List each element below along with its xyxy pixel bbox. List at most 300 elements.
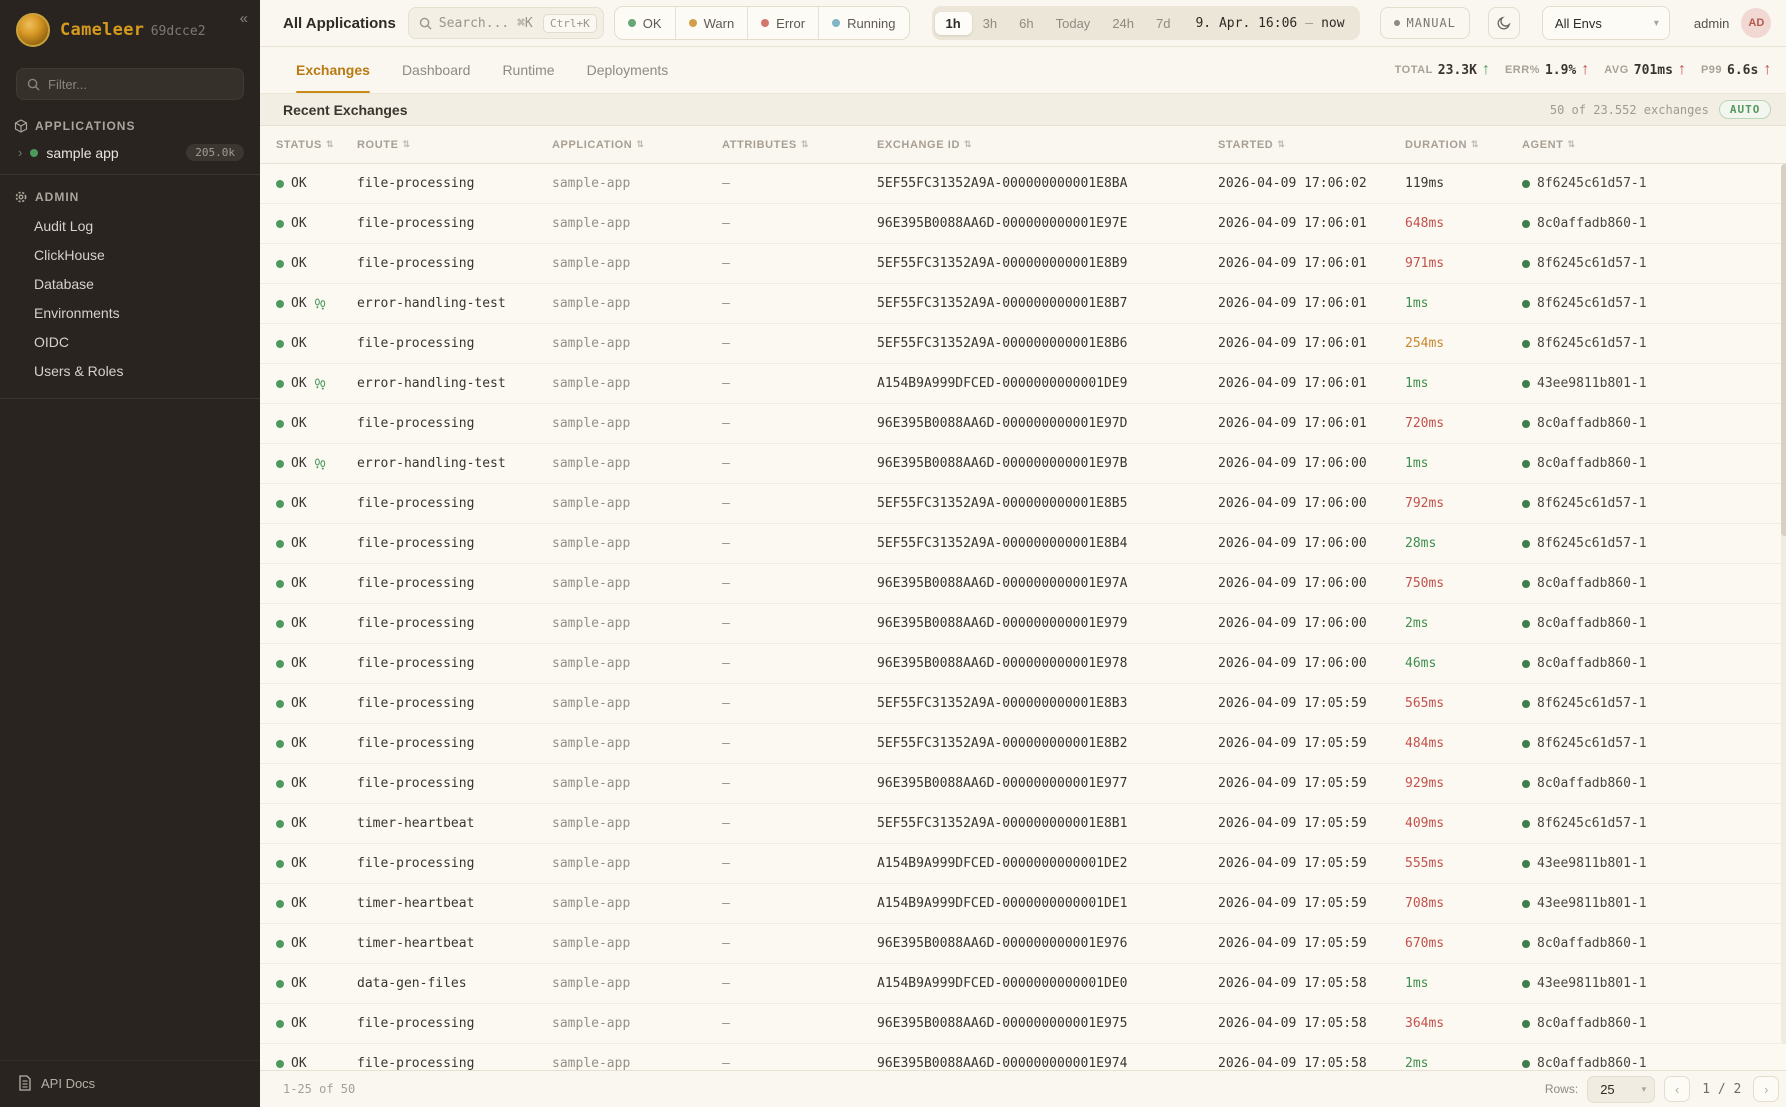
sidebar-filter-input[interactable] bbox=[16, 68, 244, 100]
status-label: OK bbox=[291, 816, 307, 831]
duration-cell: 720ms bbox=[1405, 416, 1445, 431]
duration-cell: 648ms bbox=[1405, 216, 1445, 231]
manual-dot bbox=[1394, 20, 1400, 26]
table-row[interactable] bbox=[260, 804, 1786, 844]
footprints-icon bbox=[314, 458, 326, 470]
agent-cell: 8c0affadb860-1 bbox=[1537, 1056, 1647, 1070]
table-row[interactable] bbox=[260, 764, 1786, 804]
table-row[interactable] bbox=[260, 724, 1786, 764]
duration-cell: 46ms bbox=[1405, 656, 1437, 671]
table-row[interactable] bbox=[260, 604, 1786, 644]
status-label: OK bbox=[291, 776, 307, 791]
agent-status-dot bbox=[1522, 340, 1530, 348]
started-cell: 2026-04-09 17:06:01 bbox=[1218, 256, 1367, 271]
started-cell: 2026-04-09 17:06:00 bbox=[1218, 576, 1367, 591]
sidebar-item-clickhouse[interactable]: ClickHouse bbox=[34, 247, 105, 263]
pagination-range: 1-25 of 50 bbox=[283, 1082, 356, 1096]
attributes-cell: — bbox=[722, 776, 730, 791]
started-cell: 2026-04-09 17:05:59 bbox=[1218, 896, 1367, 911]
application-cell: sample-app bbox=[552, 976, 631, 991]
application-cell: sample-app bbox=[552, 896, 631, 911]
application-cell: sample-app bbox=[552, 336, 631, 351]
agent-cell: 8c0affadb860-1 bbox=[1537, 576, 1647, 591]
sidebar-item-users-roles[interactable]: Users & Roles bbox=[34, 363, 124, 379]
started-cell: 2026-04-09 17:06:01 bbox=[1218, 296, 1367, 311]
application-cell: sample-app bbox=[552, 736, 631, 751]
agent-status-dot bbox=[1522, 780, 1530, 788]
stat-err bbox=[1505, 61, 1589, 79]
application-cell: sample-app bbox=[552, 216, 631, 231]
status-ok-dot bbox=[276, 460, 284, 468]
user-name: admin bbox=[1693, 15, 1730, 31]
route-cell: timer-heartbeat bbox=[357, 936, 475, 951]
route-cell: timer-heartbeat bbox=[357, 816, 475, 831]
agent-cell: 43ee9811b801-1 bbox=[1537, 856, 1647, 871]
status-ok-dot bbox=[276, 620, 284, 628]
app-logo[interactable] bbox=[0, 0, 260, 57]
agent-cell: 43ee9811b801-1 bbox=[1537, 976, 1647, 991]
chevron-down-icon: ▾ bbox=[1641, 1083, 1647, 1094]
status-ok-dot bbox=[276, 220, 284, 228]
table-row[interactable] bbox=[260, 964, 1786, 1004]
page-indicator: 1 / 2 bbox=[1702, 1081, 1742, 1097]
search-icon bbox=[419, 17, 432, 30]
attributes-cell: — bbox=[722, 416, 730, 431]
column-label: AGENT bbox=[1522, 138, 1564, 151]
duration-cell: 670ms bbox=[1405, 936, 1445, 951]
exchange-id-cell: 5EF55FC31352A9A-000000000001E8B5 bbox=[877, 496, 1128, 511]
agent-status-dot bbox=[1522, 180, 1530, 188]
exchange-id-cell: 96E395B0088AA6D-000000000001E979 bbox=[877, 616, 1128, 631]
status-label: OK bbox=[291, 336, 307, 351]
duration-cell: 28ms bbox=[1405, 536, 1437, 551]
started-cell: 2026-04-09 17:05:59 bbox=[1218, 696, 1367, 711]
column-header-attributes[interactable] bbox=[722, 139, 877, 151]
started-cell: 2026-04-09 17:06:00 bbox=[1218, 616, 1367, 631]
rows-per-page-value: 25 bbox=[1600, 1081, 1615, 1097]
status-filter-ok[interactable] bbox=[615, 7, 675, 39]
time-separator: — bbox=[1305, 15, 1314, 31]
status-label: OK bbox=[291, 536, 307, 551]
application-cell: sample-app bbox=[552, 936, 631, 951]
column-label: ROUTE bbox=[357, 138, 399, 151]
table-row[interactable] bbox=[260, 844, 1786, 884]
sidebar-item-sample-app[interactable] bbox=[0, 137, 260, 170]
cube-icon bbox=[14, 119, 28, 133]
admin-label: ADMIN bbox=[35, 190, 80, 204]
agent-status-dot bbox=[1522, 980, 1530, 988]
status-ok-dot bbox=[276, 780, 284, 788]
sort-icon: ⇅ bbox=[1567, 139, 1576, 149]
time-to: now bbox=[1321, 15, 1345, 31]
column-header-duration[interactable] bbox=[1405, 139, 1522, 151]
status-filter-label: Running bbox=[847, 15, 896, 31]
attributes-cell: — bbox=[722, 216, 730, 231]
route-cell: file-processing bbox=[357, 856, 475, 871]
route-cell: file-processing bbox=[357, 536, 475, 551]
exchange-id-cell: A154B9A999DFCED-0000000000001DE0 bbox=[877, 976, 1128, 991]
exchange-id-cell: 96E395B0088AA6D-000000000001E974 bbox=[877, 1056, 1128, 1070]
duration-cell: 484ms bbox=[1405, 736, 1445, 751]
table-row[interactable] bbox=[260, 1044, 1786, 1070]
route-cell: error-handling-test bbox=[357, 296, 506, 311]
status-label: OK bbox=[291, 1016, 307, 1031]
status-ok-dot bbox=[276, 660, 284, 668]
started-cell: 2026-04-09 17:05:59 bbox=[1218, 736, 1367, 751]
table-row[interactable] bbox=[260, 1004, 1786, 1044]
chevron-down-icon: ▾ bbox=[1653, 17, 1659, 29]
table-row[interactable] bbox=[260, 324, 1786, 364]
route-cell: file-processing bbox=[357, 336, 475, 351]
attributes-cell: — bbox=[722, 1016, 730, 1031]
route-cell: data-gen-files bbox=[357, 976, 467, 991]
trend-arrow-icon: ↑ bbox=[1481, 61, 1490, 78]
application-cell: sample-app bbox=[552, 816, 631, 831]
duration-cell: 708ms bbox=[1405, 896, 1445, 911]
table-row[interactable] bbox=[260, 284, 1786, 324]
dark-mode-toggle[interactable] bbox=[1488, 7, 1520, 39]
agent-status-dot bbox=[1522, 740, 1530, 748]
sidebar-item-api-docs[interactable] bbox=[0, 1060, 260, 1107]
column-label: APPLICATION bbox=[552, 138, 633, 151]
application-cell: sample-app bbox=[552, 296, 631, 311]
agent-cell: 8f6245c61d57-1 bbox=[1537, 296, 1647, 311]
stat-label: ERR% bbox=[1504, 64, 1540, 76]
status-label: OK bbox=[291, 736, 307, 751]
agent-status-dot bbox=[1522, 1060, 1530, 1068]
status-ok-dot bbox=[276, 700, 284, 708]
table-row[interactable] bbox=[260, 444, 1786, 484]
tabs-row bbox=[260, 47, 1786, 93]
status-label: OK bbox=[291, 856, 307, 871]
agent-cell: 8f6245c61d57-1 bbox=[1537, 496, 1647, 511]
exchange-id-cell: 96E395B0088AA6D-000000000001E97B bbox=[877, 456, 1128, 471]
route-cell: file-processing bbox=[357, 496, 475, 511]
started-cell: 2026-04-09 17:06:00 bbox=[1218, 536, 1367, 551]
scope-title: All Applications bbox=[283, 14, 396, 32]
status-dot bbox=[761, 19, 769, 27]
attributes-cell: — bbox=[722, 696, 730, 711]
exchange-id-cell: 96E395B0088AA6D-000000000001E976 bbox=[877, 936, 1128, 951]
started-cell: 2026-04-09 17:05:59 bbox=[1218, 856, 1367, 871]
route-cell: file-processing bbox=[357, 776, 475, 791]
started-cell: 2026-04-09 17:06:00 bbox=[1218, 656, 1367, 671]
time-range-3h[interactable]: 3h bbox=[982, 15, 998, 31]
route-cell: file-processing bbox=[357, 256, 475, 271]
table-row[interactable] bbox=[260, 244, 1786, 284]
route-cell: timer-heartbeat bbox=[357, 896, 475, 911]
application-cell: sample-app bbox=[552, 376, 631, 391]
manual-mode-button[interactable] bbox=[1380, 7, 1470, 39]
application-cell: sample-app bbox=[552, 696, 631, 711]
status-ok-dot bbox=[276, 820, 284, 828]
status-dot bbox=[832, 19, 840, 27]
applications-section-header bbox=[0, 104, 260, 137]
time-range-group bbox=[932, 6, 1360, 40]
attributes-cell: — bbox=[722, 456, 730, 471]
stat-label: AVG bbox=[1604, 64, 1629, 76]
agent-cell: 8c0affadb860-1 bbox=[1537, 616, 1647, 631]
search-icon bbox=[27, 78, 40, 91]
rows-per-page-label: Rows: bbox=[1544, 1082, 1579, 1096]
agent-cell: 8f6245c61d57-1 bbox=[1537, 176, 1647, 191]
logo-version: 69dcce2 bbox=[150, 24, 206, 39]
status-ok-dot bbox=[276, 420, 284, 428]
duration-cell: 2ms bbox=[1405, 1056, 1429, 1070]
tab-exchanges[interactable]: Exchanges bbox=[296, 47, 370, 93]
started-cell: 2026-04-09 17:05:58 bbox=[1218, 976, 1367, 991]
logo-name: Cameleer bbox=[60, 20, 145, 40]
application-cell: sample-app bbox=[552, 256, 631, 271]
document-icon bbox=[18, 1075, 32, 1091]
avatar[interactable]: AD bbox=[1741, 8, 1771, 38]
agent-cell: 8f6245c61d57-1 bbox=[1537, 536, 1647, 551]
column-label: EXCHANGE ID bbox=[877, 138, 960, 151]
trend-arrow-icon: ↑ bbox=[1581, 61, 1590, 78]
table-row[interactable] bbox=[260, 404, 1786, 444]
sidebar-item-database[interactable]: Database bbox=[34, 276, 94, 292]
agent-status-dot bbox=[1522, 860, 1530, 868]
footprints-icon bbox=[314, 298, 326, 310]
status-label: OK bbox=[291, 936, 307, 951]
auto-refresh-badge[interactable]: AUTO bbox=[1719, 100, 1772, 119]
agent-status-dot bbox=[1522, 260, 1530, 268]
route-cell: file-processing bbox=[357, 176, 475, 191]
table-row[interactable] bbox=[260, 524, 1786, 564]
status-ok-dot bbox=[276, 340, 284, 348]
table-row[interactable] bbox=[260, 484, 1786, 524]
agent-status-dot bbox=[1522, 380, 1530, 388]
stat-label: TOTAL bbox=[1394, 64, 1433, 76]
route-cell: file-processing bbox=[357, 736, 475, 751]
agent-status-dot bbox=[1522, 820, 1530, 828]
attributes-cell: — bbox=[722, 856, 730, 871]
table-row[interactable] bbox=[260, 644, 1786, 684]
attributes-cell: — bbox=[722, 896, 730, 911]
agent-cell: 8c0affadb860-1 bbox=[1537, 216, 1647, 231]
column-label: STARTED bbox=[1218, 138, 1274, 151]
status-label: OK bbox=[291, 576, 307, 591]
status-ok-dot bbox=[276, 540, 284, 548]
started-cell: 2026-04-09 17:05:58 bbox=[1218, 1016, 1367, 1031]
exchange-id-cell: 96E395B0088AA6D-000000000001E97E bbox=[877, 216, 1128, 231]
table-title: Recent Exchanges bbox=[283, 101, 408, 118]
exchange-id-cell: 96E395B0088AA6D-000000000001E975 bbox=[877, 1016, 1128, 1031]
exchange-id-cell: 5EF55FC31352A9A-000000000001E8BA bbox=[877, 176, 1128, 191]
application-cell: sample-app bbox=[552, 1016, 631, 1031]
application-cell: sample-app bbox=[552, 776, 631, 791]
route-cell: file-processing bbox=[357, 656, 475, 671]
attributes-cell: — bbox=[722, 296, 730, 311]
tab-runtime[interactable]: Runtime bbox=[502, 62, 555, 78]
status-filter-label: OK bbox=[642, 15, 662, 31]
agent-cell: 8f6245c61d57-1 bbox=[1537, 816, 1647, 831]
sidebar-item-oidc[interactable]: OIDC bbox=[34, 334, 69, 350]
status-label: OK bbox=[291, 696, 307, 711]
sidebar-item-audit-log[interactable]: Audit Log bbox=[34, 218, 94, 234]
table-row[interactable] bbox=[260, 164, 1786, 204]
logo-emblem-icon bbox=[16, 13, 50, 47]
status-filter-error[interactable] bbox=[747, 7, 818, 39]
app-name: sample app bbox=[46, 144, 119, 161]
stat-total bbox=[1395, 61, 1490, 79]
tab-dashboard[interactable]: Dashboard bbox=[401, 62, 471, 78]
route-cell: file-processing bbox=[357, 576, 475, 591]
agent-status-dot bbox=[1522, 900, 1530, 908]
exchange-id-cell: 5EF55FC31352A9A-000000000001E8B4 bbox=[877, 536, 1128, 551]
exchange-id-cell: 5EF55FC31352A9A-000000000001E8B3 bbox=[877, 696, 1128, 711]
agent-cell: 8c0affadb860-1 bbox=[1537, 1016, 1647, 1031]
stat-value: 6.6s bbox=[1727, 62, 1759, 78]
column-header-agent[interactable] bbox=[1522, 139, 1778, 151]
status-dot bbox=[689, 19, 697, 27]
agent-cell: 8f6245c61d57-1 bbox=[1537, 256, 1647, 271]
exchange-id-cell: 96E395B0088AA6D-000000000001E977 bbox=[877, 776, 1128, 791]
started-cell: 2026-04-09 17:06:01 bbox=[1218, 376, 1367, 391]
status-filter-running[interactable] bbox=[818, 7, 908, 39]
agent-status-dot bbox=[1522, 540, 1530, 548]
status-ok-dot bbox=[276, 260, 284, 268]
trend-arrow-icon: ↑ bbox=[1763, 61, 1772, 78]
exchange-id-cell: 96E395B0088AA6D-000000000001E97A bbox=[877, 576, 1128, 591]
duration-cell: 2ms bbox=[1405, 616, 1429, 631]
duration-cell: 1ms bbox=[1405, 976, 1429, 991]
stat-p99 bbox=[1701, 61, 1771, 79]
exchange-id-cell: 5EF55FC31352A9A-000000000001E8B6 bbox=[877, 336, 1128, 351]
column-header-exchange-id[interactable] bbox=[877, 139, 1218, 151]
stat-value: 701ms bbox=[1633, 62, 1673, 78]
application-cell: sample-app bbox=[552, 456, 631, 471]
attributes-cell: — bbox=[722, 936, 730, 951]
status-ok-dot bbox=[276, 300, 284, 308]
tab-deployments[interactable]: Deployments bbox=[586, 62, 669, 78]
sort-icon: ⇅ bbox=[964, 139, 973, 149]
stat-label: P99 bbox=[1700, 64, 1723, 76]
exchange-id-cell: 5EF55FC31352A9A-000000000001E8B1 bbox=[877, 816, 1128, 831]
exchange-id-cell: 96E395B0088AA6D-000000000001E978 bbox=[877, 656, 1128, 671]
time-range-display[interactable] bbox=[1181, 16, 1356, 31]
column-header-started[interactable] bbox=[1218, 139, 1405, 151]
column-label: STATUS bbox=[276, 138, 322, 151]
table-row[interactable] bbox=[260, 884, 1786, 924]
started-cell: 2026-04-09 17:06:01 bbox=[1218, 216, 1367, 231]
prev-page-button[interactable]: ‹ bbox=[1664, 1076, 1690, 1102]
scrollbar-thumb[interactable] bbox=[1781, 164, 1786, 536]
status-label: OK bbox=[291, 216, 307, 231]
exchange-id-cell: 5EF55FC31352A9A-000000000001E8B2 bbox=[877, 736, 1128, 751]
exchange-id-cell: A154B9A999DFCED-0000000000001DE1 bbox=[877, 896, 1128, 911]
application-cell: sample-app bbox=[552, 856, 631, 871]
table-toolbar bbox=[260, 93, 1786, 126]
agent-cell: 8f6245c61d57-1 bbox=[1537, 336, 1647, 351]
column-header-status[interactable] bbox=[276, 139, 357, 151]
status-label: OK bbox=[291, 1056, 307, 1070]
status-label: OK bbox=[291, 296, 307, 311]
column-header-application[interactable] bbox=[552, 139, 722, 151]
route-cell: error-handling-test bbox=[357, 376, 506, 391]
agent-cell: 8c0affadb860-1 bbox=[1537, 656, 1647, 671]
status-filter-group bbox=[614, 6, 910, 40]
status-ok-dot bbox=[276, 980, 284, 988]
agent-status-dot bbox=[1522, 460, 1530, 468]
sort-icon: ⇅ bbox=[1277, 139, 1286, 149]
search-input[interactable] bbox=[408, 7, 604, 39]
api-docs-label: API Docs bbox=[41, 1075, 96, 1091]
agent-status-dot bbox=[1522, 500, 1530, 508]
status-filter-warn[interactable] bbox=[675, 7, 748, 39]
table-row[interactable] bbox=[260, 924, 1786, 964]
agent-status-dot bbox=[1522, 620, 1530, 628]
exchange-id-cell: A154B9A999DFCED-0000000000001DE2 bbox=[877, 856, 1128, 871]
route-cell: file-processing bbox=[357, 696, 475, 711]
time-range-7d[interactable]: 7d bbox=[1156, 15, 1171, 31]
table-row[interactable] bbox=[260, 684, 1786, 724]
table-row[interactable] bbox=[260, 564, 1786, 604]
started-cell: 2026-04-09 17:06:01 bbox=[1218, 336, 1367, 351]
exchange-id-cell: 5EF55FC31352A9A-000000000001E8B9 bbox=[877, 256, 1128, 271]
attributes-cell: — bbox=[722, 336, 730, 351]
application-cell: sample-app bbox=[552, 536, 631, 551]
status-ok-dot bbox=[276, 740, 284, 748]
duration-cell: 565ms bbox=[1405, 696, 1445, 711]
admin-menu bbox=[0, 208, 260, 394]
table-row[interactable] bbox=[260, 204, 1786, 244]
duration-cell: 1ms bbox=[1405, 376, 1429, 391]
env-select[interactable] bbox=[1542, 6, 1670, 40]
agent-status-dot bbox=[1522, 580, 1530, 588]
exchange-id-cell: 5EF55FC31352A9A-000000000001E8B7 bbox=[877, 296, 1128, 311]
attributes-cell: — bbox=[722, 1056, 730, 1070]
agent-status-dot bbox=[1522, 1020, 1530, 1028]
time-range-1h[interactable]: 1h bbox=[935, 12, 972, 35]
sort-icon: ⇅ bbox=[402, 139, 411, 149]
stat-avg bbox=[1604, 61, 1686, 79]
started-cell: 2026-04-09 17:06:02 bbox=[1218, 176, 1367, 191]
route-cell: file-processing bbox=[357, 1016, 475, 1031]
time-range-today[interactable]: Today bbox=[1055, 15, 1091, 31]
sidebar-collapse-icon[interactable]: « bbox=[239, 10, 248, 27]
sort-icon: ⇅ bbox=[636, 139, 645, 149]
status-ok-dot bbox=[276, 380, 284, 388]
attributes-cell: — bbox=[722, 176, 730, 191]
status-ok-dot bbox=[276, 1020, 284, 1028]
application-cell: sample-app bbox=[552, 496, 631, 511]
search-placeholder: Search... ⌘K bbox=[438, 15, 533, 31]
column-header-route[interactable] bbox=[357, 139, 552, 151]
rows-per-page-select[interactable] bbox=[1587, 1076, 1655, 1103]
agent-status-dot bbox=[1522, 940, 1530, 948]
agent-status-dot bbox=[1522, 420, 1530, 428]
started-cell: 2026-04-09 17:05:59 bbox=[1218, 936, 1367, 951]
next-page-button[interactable]: › bbox=[1753, 1076, 1779, 1102]
sidebar-item-environments[interactable]: Environments bbox=[34, 305, 120, 321]
time-range-24h[interactable]: 24h bbox=[1112, 15, 1135, 31]
attributes-cell: — bbox=[722, 536, 730, 551]
time-range-6h[interactable]: 6h bbox=[1019, 15, 1034, 31]
duration-cell: 119ms bbox=[1405, 176, 1445, 191]
duration-cell: 254ms bbox=[1405, 336, 1445, 351]
app-status-dot bbox=[30, 149, 38, 157]
sidebar bbox=[0, 0, 260, 1107]
duration-cell: 1ms bbox=[1405, 296, 1429, 311]
route-cell: file-processing bbox=[357, 416, 475, 431]
table-summary: 50 of 23.552 exchanges bbox=[1549, 102, 1709, 117]
chevron-right-icon[interactable]: › bbox=[18, 145, 23, 160]
duration-cell: 750ms bbox=[1405, 576, 1445, 591]
attributes-cell: — bbox=[722, 736, 730, 751]
filter-placeholder: Filter... bbox=[48, 76, 88, 92]
table-row[interactable] bbox=[260, 364, 1786, 404]
